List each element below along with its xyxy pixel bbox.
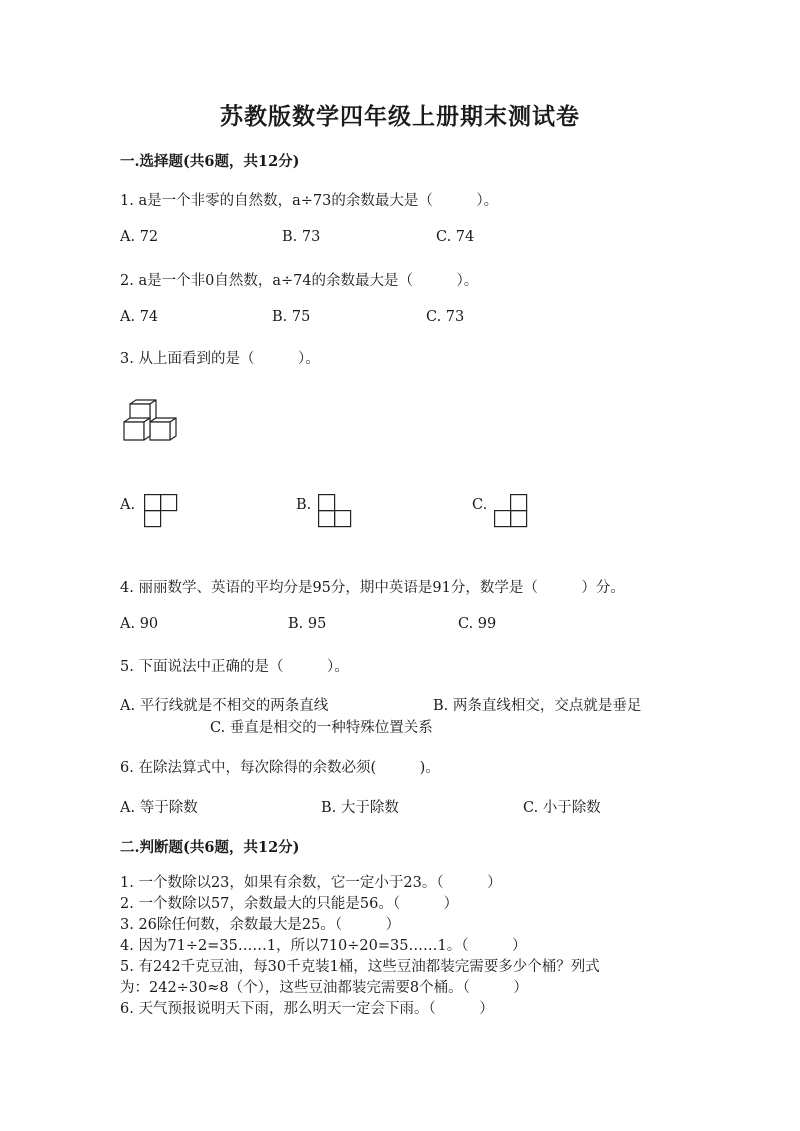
question-4-option-b: B. 95 <box>288 616 327 632</box>
judgement-line-4: 4. 因为71÷2=35……1，所以710÷20=35……1。（ ） <box>120 938 527 954</box>
question-3: 3. 从上面看到的是（ ）。 <box>120 351 320 367</box>
question-6-option-b: B. 大于除数 <box>321 800 399 816</box>
question-6: 6. 在除法算式中，每次除得的余数必须( )。 <box>120 760 440 776</box>
question-1-option-b: B. 73 <box>282 229 321 245</box>
question-4-option-a: A. 90 <box>120 616 159 632</box>
judgement-line-3: 3. 26除任何数，余数最大是25。（ ） <box>120 917 401 933</box>
judgement-line-6: 6. 天气预报说明天下雨，那么明天一定会下雨。（ ） <box>120 1001 494 1017</box>
question-6-option-a: A. 等于除数 <box>120 800 198 816</box>
page-title: 苏教版数学四年级上册期末测试卷 <box>220 103 580 130</box>
question-3-option-c: C. <box>472 497 488 513</box>
judgement-line-1: 1. 一个数除以23，如果有余数，它一定小于23。（ ） <box>120 875 502 891</box>
option-c-grid-figure <box>494 494 528 528</box>
judgement-line-5: 5. 有242千克豆油，每30千克装1桶，这些豆油都装完需要多少个桶？列式 <box>120 959 600 975</box>
option-a-grid-figure <box>144 494 178 528</box>
question-5: 5. 下面说法中正确的是（ ）。 <box>120 659 349 675</box>
section-heading-choice: 一.选择题(共6题，共12分) <box>120 153 300 170</box>
question-1-option-a: A. 72 <box>120 229 159 245</box>
question-5-option-c: C. 垂直是相交的一种特殊位置关系 <box>210 720 433 736</box>
question-6-option-c: C. 小于除数 <box>523 800 601 816</box>
question-4-option-c: C. 99 <box>458 616 497 632</box>
question-4: 4. 丽丽数学、英语的平均分是95分，期中英语是91分，数学是（ ）分。 <box>120 580 625 596</box>
question-1-option-c: C. 74 <box>436 229 475 245</box>
question-3-option-b: B. <box>296 497 312 513</box>
cube-stack-figure <box>118 398 182 448</box>
judgement-line-2: 2. 一个数除以57，余数最大的只能是56。（ ） <box>120 896 459 912</box>
question-2: 2. a是一个非0自然数，a÷74的余数最大是（ ）。 <box>120 273 479 289</box>
question-2-option-b: B. 75 <box>272 309 311 325</box>
question-5-option-b: B. 两条直线相交，交点就是垂足 <box>433 698 642 714</box>
option-b-grid-figure <box>318 494 352 528</box>
question-5-option-a: A. 平行线就是不相交的两条直线 <box>120 698 329 714</box>
question-2-option-a: A. 74 <box>120 309 159 325</box>
question-2-option-c: C. 73 <box>426 309 465 325</box>
section-heading-judgement: 二.判断题(共6题，共12分) <box>120 839 300 856</box>
question-1: 1. a是一个非零的自然数，a÷73的余数最大是（ ）。 <box>120 193 499 209</box>
question-3-option-a: A. <box>120 497 136 513</box>
judgement-line-5-cont: 为：242÷30≈8（个），这些豆油都装完需要8个桶。（ ） <box>120 980 528 996</box>
